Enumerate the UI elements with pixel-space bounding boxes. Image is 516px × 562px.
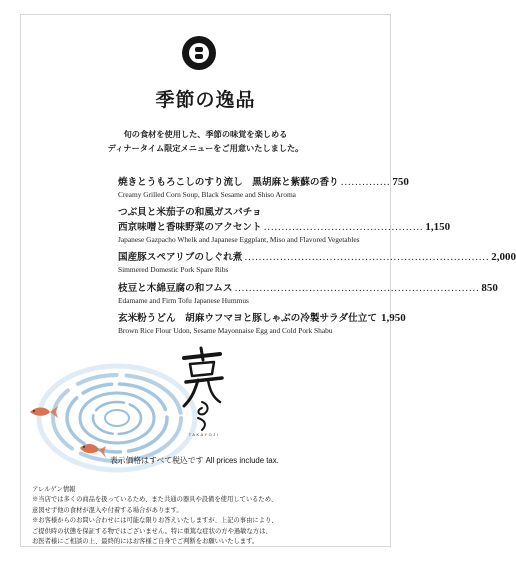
ripple-ring	[93, 402, 141, 434]
dot-leader: .....................................................................	[234, 283, 480, 294]
menu-item-english: Creamy Grilled Corn Soup, Black Sesame and Shiso Aroma	[118, 190, 296, 199]
menu-item-row	[118, 250, 516, 265]
intro-line: 旬の食材を使用した、季節の味覚を楽しめる	[123, 129, 288, 139]
crest-ring	[189, 43, 209, 63]
menu-item-price: 2,000	[491, 251, 516, 263]
tax-note: 表示価格はすべて税込です All prices include tax.	[110, 456, 279, 465]
ripple-ring	[53, 375, 181, 461]
intro-line: ディナータイム限定メニューをご用意いたしました。	[107, 143, 304, 153]
menu-item-english: Simmered Domestic Pork Spare Ribs	[118, 265, 229, 274]
menu-item-name: 枝豆と木綿豆腐の和フムス	[118, 283, 233, 294]
family-crest-icon	[182, 36, 216, 70]
menu-item-name: 玄米粉うどん 胡麻ウフマヨと豚しゃぶの冷製サラダ仕立て	[118, 313, 377, 324]
intro-text	[0, 127, 411, 155]
menu-item-udon	[118, 311, 406, 336]
menu-item-hummus	[118, 281, 498, 306]
menu-item-gazpacho	[118, 206, 451, 245]
menu-item-spare-ribs	[118, 250, 516, 275]
menu-item-price: 1,150	[425, 221, 451, 233]
menu-item-row	[118, 175, 409, 190]
ripple-ring	[80, 393, 154, 443]
page-title: 季節の逸品	[155, 89, 256, 111]
menu-item-row	[118, 311, 406, 326]
menu-item-name: つぶ貝と米茄子の和風ガスパチョ	[118, 207, 262, 218]
menu-item-subname: 西京味噌と香味野菜のアクセント	[118, 222, 262, 233]
dot-leader: ..............	[340, 177, 391, 188]
crest-mark-lower	[195, 54, 203, 59]
ripple-ring	[105, 410, 129, 426]
allergen-heading: アレルゲン情報	[32, 486, 76, 493]
allergen-line: ※お客様からのお問い合わせには可能な限りお答えいたしますが、上記の事由により、	[32, 517, 278, 525]
menu-item-price: 750	[392, 176, 409, 188]
brand-caption: TAKAYOJI	[188, 433, 220, 437]
menu-item-price: 1,950	[380, 312, 406, 324]
allergen-line: お医者様にご相談の上、最終的にはお客様ご自身でご判断をお願いいたします。	[32, 538, 259, 546]
menu-item-row	[118, 206, 378, 220]
dot-leader: .....................................................................	[244, 252, 490, 263]
menu-item-name: 国産豚スペアリブのしぐれ煮	[118, 252, 243, 263]
menu-item-english: Japanese Gazpacho Whelk and Japanese Eggplant, Miso and Flavored Vegetables	[118, 235, 360, 244]
allergen-line: 意図せず他の食材が混入や付着する場合があります。	[32, 506, 183, 514]
crest-mark-upper	[195, 47, 203, 52]
menu-item-row	[118, 220, 451, 235]
menu-item-english: Brown Rice Flour Udon, Sesame Mayonnaise Egg and Cold Pork Shabu	[118, 326, 333, 335]
menu-item-price: 850	[481, 282, 498, 294]
menu-item-name: 焼きとうもろこしのすり流し 黒胡麻と紫蘇の香り	[118, 177, 339, 188]
menu-item-row	[118, 281, 498, 296]
allergen-line: ご提供時の状態を保証する物ではございません。特に重篤な症状の方や過敏な方は、	[32, 527, 272, 535]
menu-item-corn-soup	[118, 175, 409, 200]
allergen-line: ※当店では多くの商品を扱っているため、また共通の器具や設備を使用しているため、	[32, 496, 278, 504]
dot-leader: .............................................	[263, 222, 424, 233]
menu-item-english: Edamame and Firm Tofu Japanese Hummus	[118, 296, 249, 305]
allergen-info	[32, 485, 392, 547]
brush-calligraphy-logo	[168, 344, 238, 434]
